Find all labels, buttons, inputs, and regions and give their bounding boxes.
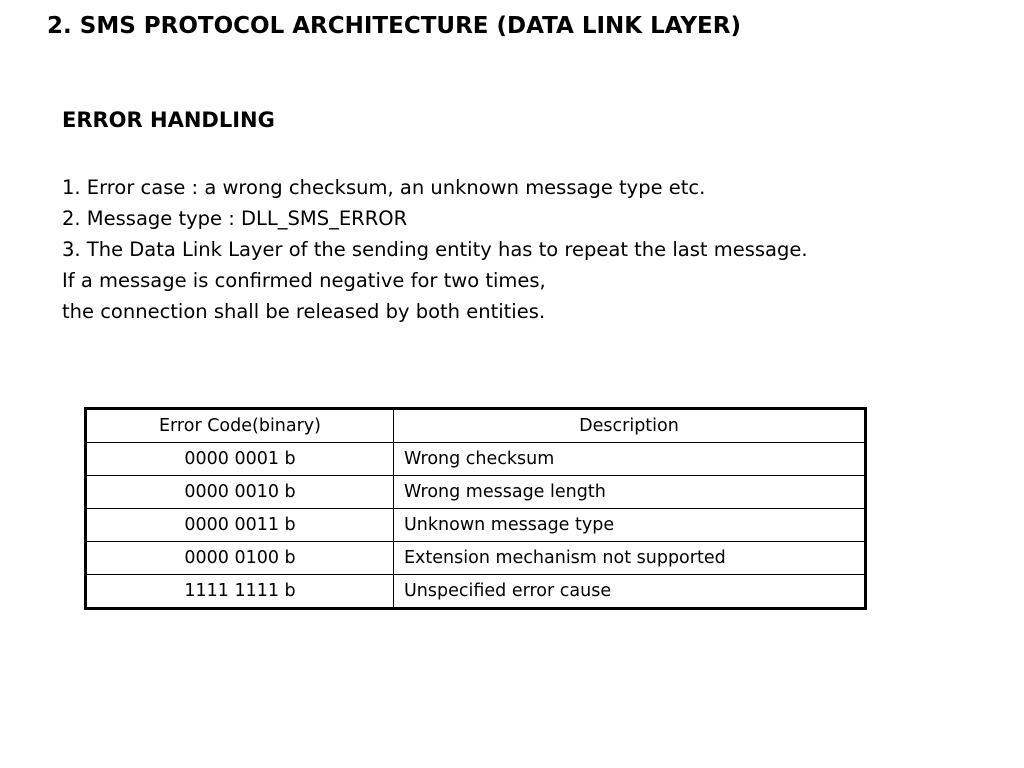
- table-row: [86, 443, 866, 476]
- error-handling-text: [62, 172, 808, 327]
- error-code-cell: 0000 0001 b: [86, 443, 394, 476]
- column-header-error-code: Error Code(binary): [86, 409, 394, 443]
- table-header-row: [86, 409, 866, 443]
- text-line: the connection shall be released by both entities.: [62, 300, 546, 323]
- text-line: 3. The Data Link Layer of the sending entity has to repeat the last message.: [62, 238, 808, 261]
- table-row: [86, 542, 866, 575]
- text-line: 2. Message type : DLL_SMS_ERROR: [62, 207, 408, 230]
- error-code-cell: 0000 0010 b: [86, 476, 394, 509]
- section-heading: ERROR HANDLING: [62, 108, 275, 132]
- error-code-cell: 1111 1111 b: [86, 575, 394, 609]
- error-code-cell: 0000 0100 b: [86, 542, 394, 575]
- table-row: [86, 509, 866, 542]
- slide-title: 2. SMS PROTOCOL ARCHITECTURE (DATA LINK LAYER): [47, 13, 741, 39]
- table-row: [86, 575, 866, 609]
- text-line: 1. Error case : a wrong checksum, an unknown message type etc.: [62, 176, 706, 199]
- text-line: If a message is confirmed negative for two times,: [62, 269, 546, 292]
- description-cell: Wrong checksum: [394, 443, 866, 476]
- error-code-cell: 0000 0011 b: [86, 509, 394, 542]
- description-cell: Unspecified error cause: [394, 575, 866, 609]
- description-cell: Wrong message length: [394, 476, 866, 509]
- column-header-description: Description: [394, 409, 866, 443]
- error-code-table: [84, 407, 867, 610]
- description-cell: Extension mechanism not supported: [394, 542, 866, 575]
- description-cell: Unknown message type: [394, 509, 866, 542]
- table-row: [86, 476, 866, 509]
